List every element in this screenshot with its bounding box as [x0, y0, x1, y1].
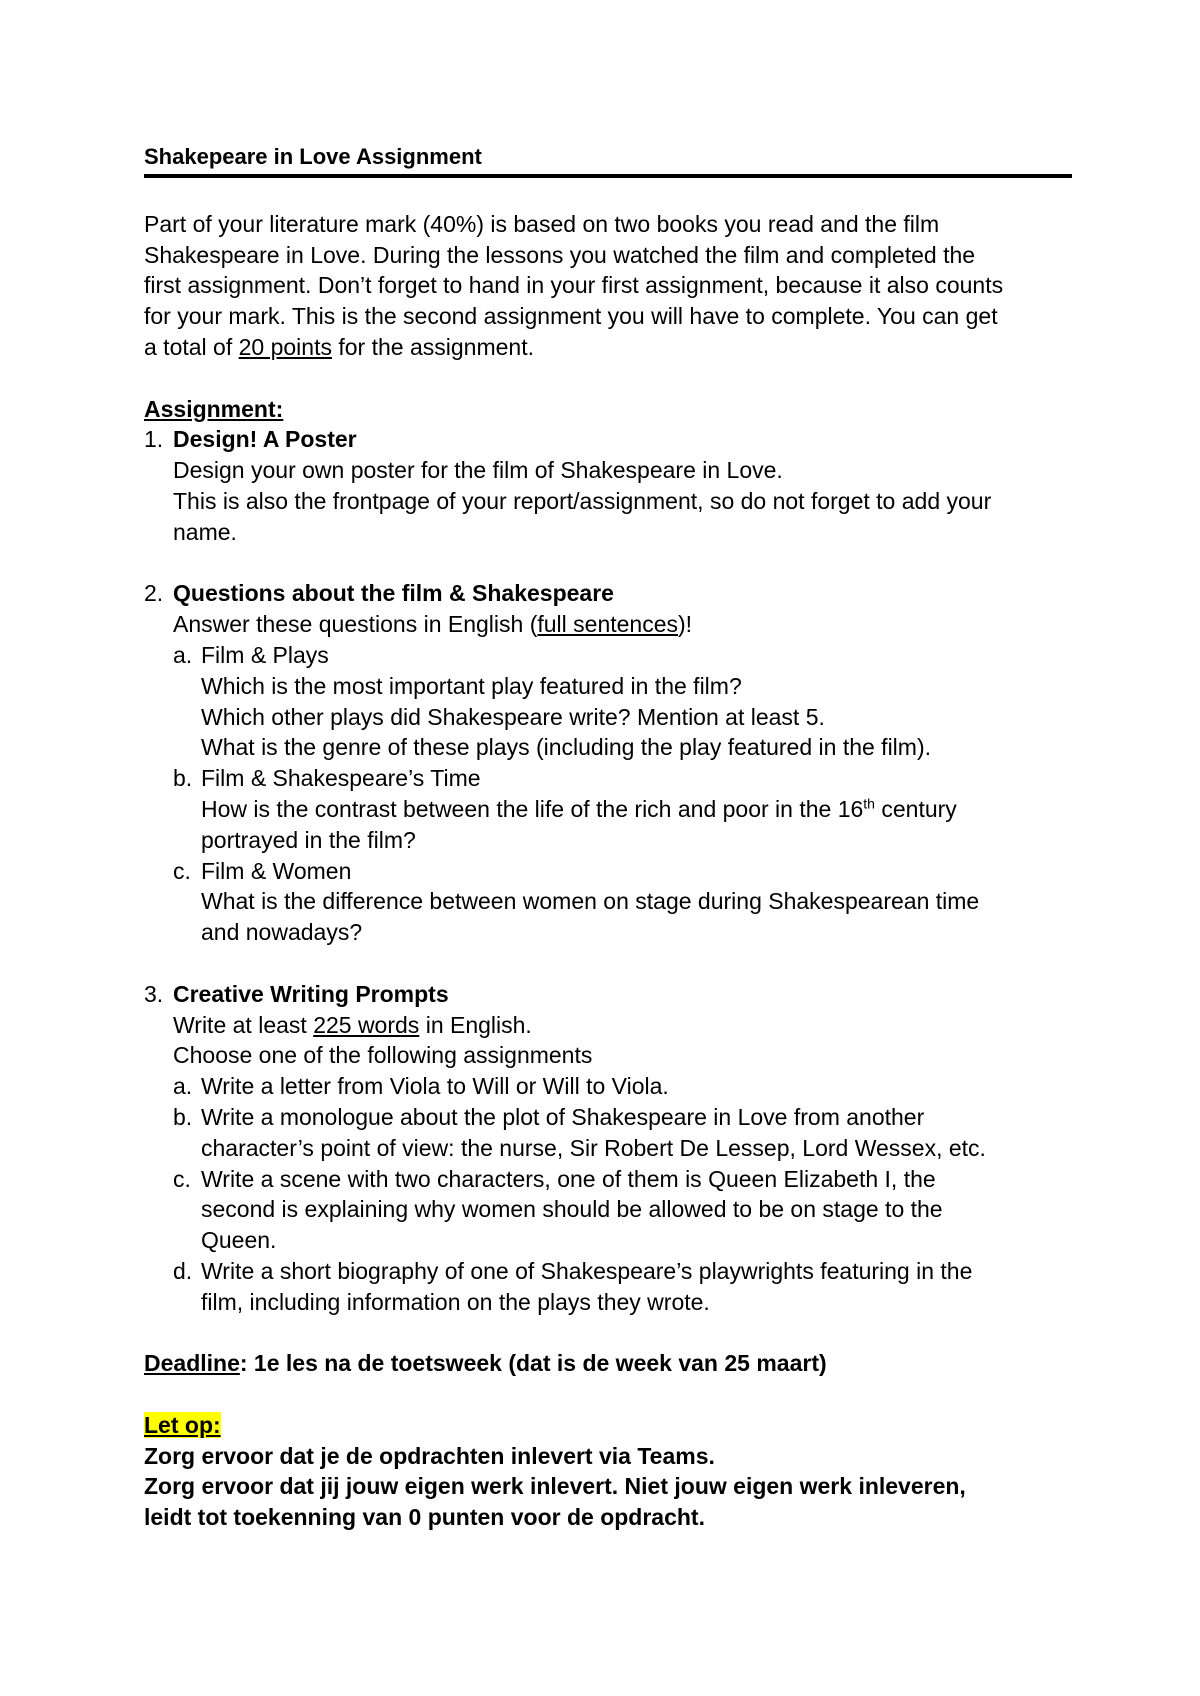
option-text	[201, 1256, 1072, 1318]
subitem-label: Film & Shakespeare’s Time	[201, 765, 481, 792]
intro-line: Part of your literature mark (40%) is based on two books you read and the film	[144, 210, 940, 237]
option-letter: c.	[173, 1165, 191, 1192]
intro-line: Shakespeare in Love. During the lessons you watched the film and completed the	[144, 241, 976, 268]
instruction-text: )!	[678, 611, 693, 638]
subitem-c	[144, 856, 1072, 887]
option-line: Write a short biography of one of Shakespeare’s playwrights featuring in the	[201, 1257, 973, 1284]
instruction-emphasis: 225 words	[313, 1011, 420, 1038]
letop-label: Let op:	[144, 1411, 221, 1438]
points-total: 20 points	[238, 333, 332, 360]
assignment-item-2	[144, 578, 1072, 948]
subitem-label: Film & Women	[201, 857, 352, 884]
option-d	[144, 1256, 1072, 1318]
spacer	[144, 1379, 1072, 1410]
instruction-emphasis: full sentences	[537, 611, 679, 638]
intro-paragraph	[144, 209, 1072, 363]
intro-text: a total of	[144, 333, 239, 360]
option-letter: d.	[173, 1257, 193, 1284]
item-number: 2.	[144, 580, 164, 607]
instruction-text: Write at least	[173, 1011, 314, 1038]
letop-line: Zorg ervoor dat je de opdrachten inlevert via Teams.	[144, 1442, 715, 1469]
instruction-text: Answer these questions in English (	[173, 611, 538, 638]
option-letter: b.	[173, 1103, 193, 1130]
document-page	[144, 142, 1072, 1533]
question-text: How is the contrast between the life of the rich and poor in the 16	[201, 795, 864, 822]
item-heading: Creative Writing Prompts	[173, 980, 449, 1007]
item-heading: Design! A Poster	[173, 426, 357, 453]
item-instruction: Choose one of the following assignments	[173, 1042, 593, 1069]
instruction-text: in English.	[419, 1011, 532, 1038]
item-line: Design your own poster for the film of Shakespeare in Love.	[173, 457, 783, 484]
question-line: What is the genre of these plays (including the play featured in the film).	[201, 734, 932, 761]
option-line: Write a scene with two characters, one of them is Queen Elizabeth I, the	[201, 1165, 936, 1192]
assignment-heading: Assignment:	[144, 395, 284, 422]
letop-line: Zorg ervoor dat jij jouw eigen werk inlevert. Niet jouw eigen werk inleveren,	[144, 1473, 966, 1500]
spacer	[144, 178, 1072, 209]
question-line	[144, 794, 1072, 825]
intro-line: first assignment. Don’t forget to hand in your first assignment, because it also counts	[144, 272, 1004, 299]
intro-line	[144, 332, 1072, 363]
superscript: th	[863, 795, 875, 812]
option-text	[201, 1102, 1072, 1164]
subitem-letter: c.	[173, 857, 191, 884]
spacer	[144, 548, 1072, 579]
letop-section	[144, 1410, 1072, 1533]
spacer	[144, 948, 1072, 979]
option-line: film, including information on the plays they wrote.	[201, 1288, 710, 1315]
subitem-b	[144, 763, 1072, 794]
option-line: Write a letter from Viola to Will or Will to Viola.	[201, 1073, 669, 1100]
letop-heading-line	[144, 1410, 1072, 1441]
option-line: character’s point of view: the nurse, Sir Robert De Lessep, Lord Wessex, etc.	[201, 1134, 986, 1161]
option-c	[144, 1164, 1072, 1256]
option-text	[201, 1164, 1072, 1256]
item-number: 3.	[144, 980, 164, 1007]
item-heading: Questions about the film & Shakespeare	[173, 580, 614, 607]
letop-line: leidt tot toekenning van 0 punten voor de opdracht.	[144, 1504, 705, 1531]
question-line: portrayed in the film?	[201, 826, 416, 853]
subitem-letter: b.	[173, 765, 193, 792]
option-line: second is explaining why women should be allowed to be on stage to the	[201, 1196, 943, 1223]
item-instruction	[144, 609, 1072, 640]
item-instruction	[144, 1010, 1072, 1041]
option-text	[201, 1071, 1072, 1102]
question-line: Which is the most important play featured in the film?	[201, 672, 742, 699]
option-line: Write a monologue about the plot of Shakespeare in Love from another	[201, 1103, 925, 1130]
intro-text: for the assignment.	[331, 333, 534, 360]
assignment-item-1	[144, 424, 1072, 547]
assignment-item-3	[144, 979, 1072, 1318]
subitem-letter: a.	[173, 641, 193, 668]
deadline-text: : 1e les na de toetsweek (dat is de week van 25 maart)	[239, 1350, 827, 1377]
question-line: and nowadays?	[201, 919, 363, 946]
item-line: name.	[173, 518, 237, 545]
question-line: What is the difference between women on stage during Shakespearean time	[201, 888, 980, 915]
subitem-a	[144, 640, 1072, 671]
document-title: Shakepeare in Love Assignment	[144, 142, 1072, 178]
option-b	[144, 1102, 1072, 1164]
option-a	[144, 1071, 1072, 1102]
intro-line: for your mark. This is the second assignment you will have to complete. You can get	[144, 303, 998, 330]
spacer	[144, 363, 1072, 394]
option-letter: a.	[173, 1073, 193, 1100]
subitem-label: Film & Plays	[201, 641, 329, 668]
spacer	[144, 1317, 1072, 1348]
question-text: century	[874, 795, 957, 822]
item-number: 1.	[144, 426, 164, 453]
item-line: This is also the frontpage of your report/assignment, so do not forget to add your	[173, 487, 992, 514]
option-line: Queen.	[201, 1227, 277, 1254]
question-line: Which other plays did Shakespeare write? Mention at least 5.	[201, 703, 825, 730]
deadline-label: Deadline	[144, 1350, 240, 1377]
deadline-line	[144, 1348, 1072, 1379]
